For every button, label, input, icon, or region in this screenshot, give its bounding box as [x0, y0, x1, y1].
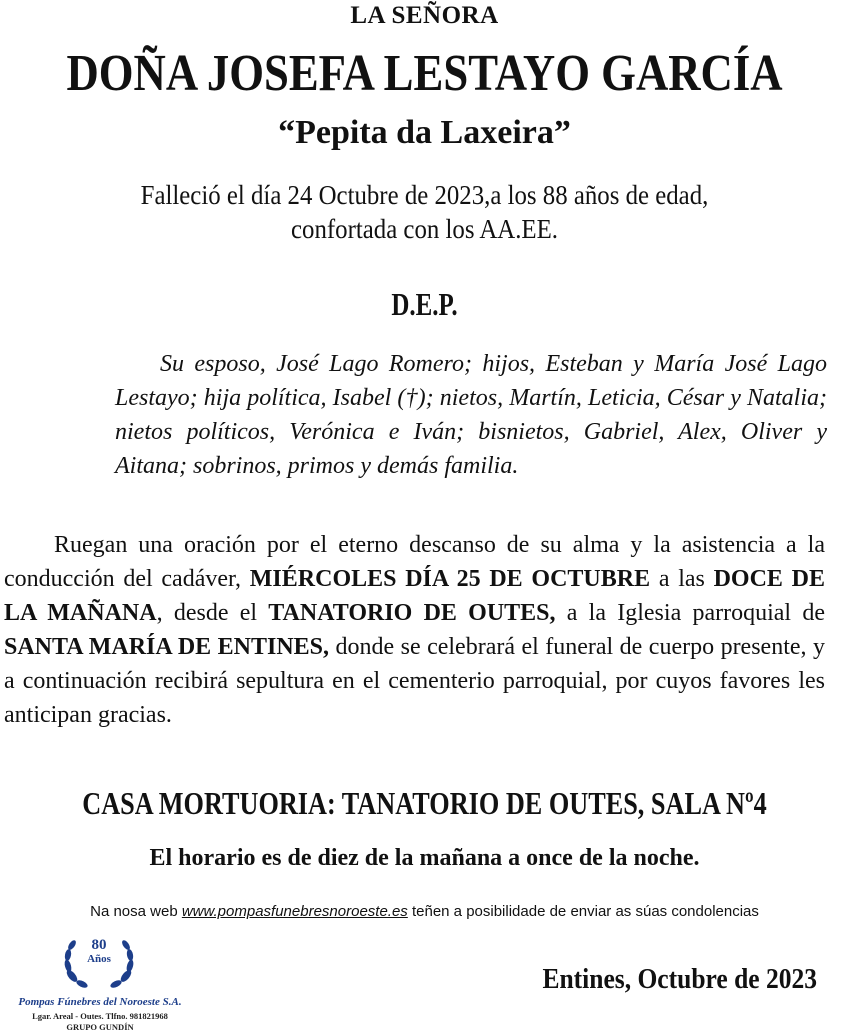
ceremony-text-5: donde se celebrará el funeral de cuerpo presente, y a continuación recibirá sepultura en el cementerio parroquial, por cuyos favores les anticipan gracias.: [4, 634, 825, 728]
logo-company-name: Pompas Fúnebres del Noroeste S.A.: [18, 996, 182, 1008]
ceremony-date: MIÉRCOLES DÍA 25 DE OCTUBRE: [249, 566, 651, 592]
death-line-1: Falleció el día 24 Octubre de 2023,a los 88 años de edad,: [140, 180, 709, 210]
web-suffix: teñen a posibilidade de enviar as súas condolencias: [407, 903, 759, 920]
la-senora-heading: LA SEÑORA: [350, 2, 499, 29]
deceased-nickname: “Pepita da Laxeira”: [278, 114, 571, 151]
death-line-2: confortada con los AA.EE.: [291, 214, 558, 244]
ceremony-text-1: Ruegan una oración por el eterno descanso de su alma y la asistencia a la conducción del cadáver,: [4, 532, 825, 592]
logo-number: 80: [91, 937, 107, 953]
logo-anniversary: [60, 938, 138, 966]
casa-mortuoria: CASA MORTUORIA: TANATORIO DE OUTES, SALA Nº4: [82, 785, 767, 821]
company-logo: [0, 930, 200, 1034]
ceremony-paragraph: [4, 528, 825, 732]
website-link[interactable]: www.pompasfunebresnoroeste.es: [181, 903, 408, 920]
family-paragraph: Su esposo, José Lago Romero; hijos, Esteban y María José Lago Lestayo; hija política, Isabel (†); nietos, Martín, Leticia, César y Natalia; nietos políticos, Verónica e Iván; bisnietos, Gabriel, Alex, Oliver y Aitana; sobrinos, primos y demás familia.: [115, 351, 827, 479]
deceased-name: DOÑA JOSEFA LESTAYO GARCÍA: [66, 45, 783, 102]
dep-heading: D.E.P.: [391, 286, 458, 322]
condolences-note: [0, 903, 849, 920]
ceremony-text-2: a las: [650, 566, 714, 592]
ceremony-time: DOCE DE LA MAÑANA: [4, 566, 826, 626]
visiting-hours: El horario es de diez de la mañana a once de la noche.: [149, 845, 700, 871]
logo-group: GRUPO GUNDÍN: [66, 1022, 134, 1032]
ceremony-from: TANATORIO DE OUTES,: [268, 600, 556, 626]
web-prefix: Na nosa web: [90, 903, 182, 920]
ceremony-church: SANTA MARÍA DE ENTINES,: [4, 634, 330, 660]
death-notice: [34, 178, 815, 246]
logo-address: Lgar. Areal - Outes. Tlfno. 981821968: [32, 1011, 168, 1021]
logo-anos: Años: [87, 953, 111, 965]
ceremony-text-3: , desde el: [156, 600, 269, 626]
ceremony-text-4: a la Iglesia parroquial de: [555, 600, 825, 626]
place-date: Entines, Octubre de 2023: [542, 963, 817, 995]
